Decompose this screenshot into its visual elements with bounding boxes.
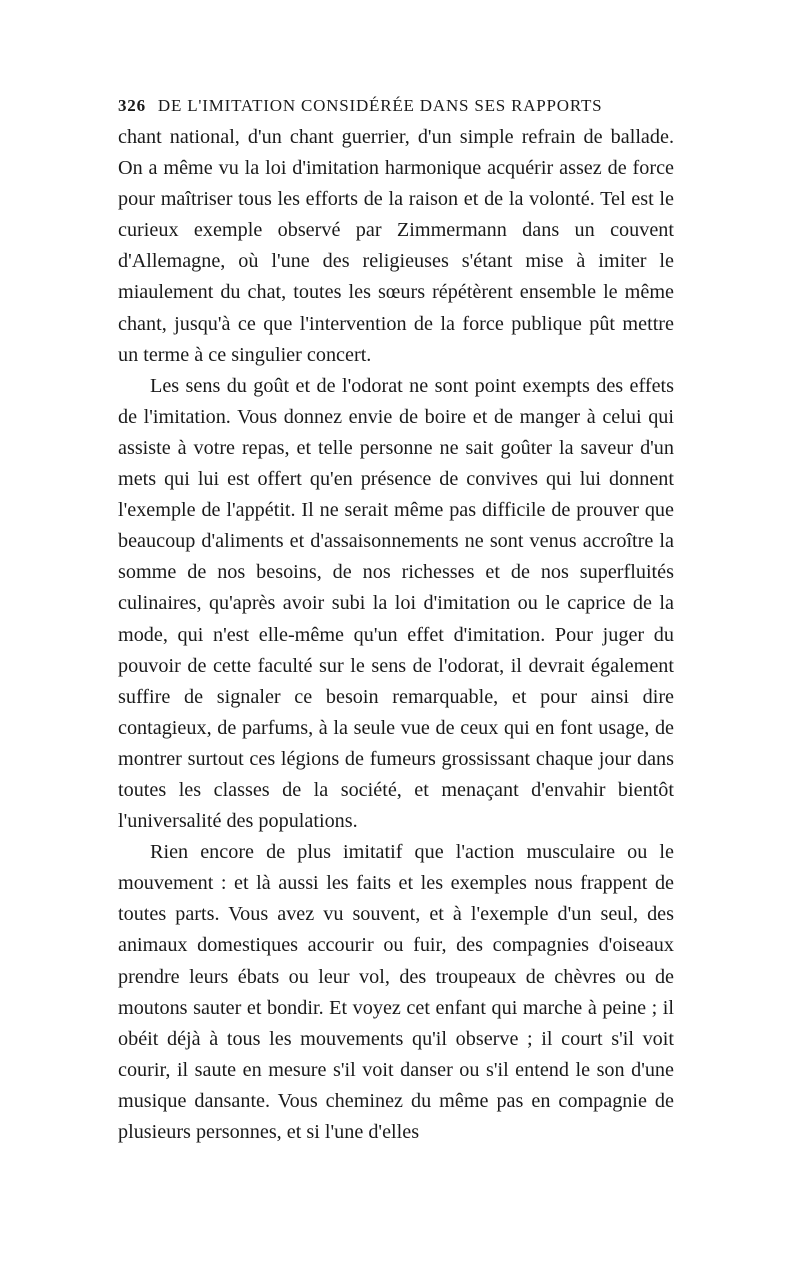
paragraph-taste-smell: Les sens du goût et de l'odorat ne sont point exempts des effets de l'imitation. Vous donnez envie de boire et de manger à celui qui assiste à votre repas, et telle personne ne sait goûter la saveur d'un mets qui lui est offert qu'en présence de convives qui lui donnent l'exemple de l'appétit. Il ne serait même pas difficile de prouver que beaucoup d'aliments et d'assaisonnements ne sont venus accroître la somme de nos besoins, de nos richesses et de nos superfluités culinaires, qu'après avoir subi la loi d'imitation ou le caprice de la mode, qui n'est elle-même qu'un effet d'imitation. Pour juger du pouvoir de cette faculté sur le sens de l'odorat, il devrait également suffire de signaler ce besoin remarquable, et pour ainsi dire contagieux, de parfums, à la seule vue de ceux qui en font usage, de montrer surtout ces légions de fumeurs grossissant chaque jour dans toutes les classes de la société, et menaçant d'envahir bientôt l'universalité des populations. — [118, 374, 674, 833]
running-title: DE L'IMITATION CONSIDÉRÉE DANS SES RAPPORTS — [157, 96, 603, 115]
page-number: 326 — [118, 96, 146, 115]
running-header — [118, 94, 674, 118]
paragraph-continuation: chant national, d'un chant guerrier, d'un simple refrain de ballade. On a même vu la loi d'imitation harmonique acquérir assez de force pour maîtriser tous les efforts de la raison et de la volonté. Tel est le curieux exemple observé par Zimmermann dans un couvent d'Allemagne, où l'une des religieuses s'étant mise à imiter le miaulement du chat, toutes les sœurs répétèrent ensemble le même chant, jusqu'à ce que l'intervention de la force publique pût mettre un terme à ce singulier concert. — [118, 126, 674, 366]
body-text — [118, 122, 674, 1148]
book-page — [118, 94, 674, 1148]
paragraph-muscular-action: Rien encore de plus imitatif que l'action musculaire ou le mouvement : et là aussi les faits et les exemples nous frappent de toutes parts. Vous avez vu souvent, et à l'exemple d'un seul, des animaux domestiques accourir ou fuir, des compagnies d'oiseaux prendre leurs ébats ou leur vol, des troupeaux de chèvres ou de moutons sauter et bondir. Et voyez cet enfant qui marche à peine ; il obéit déjà à tous les mouvements qu'il observe ; il court s'il voit courir, il saute en mesure s'il voit danser ou s'il entend le son d'une musique dansante. Vous cheminez du même pas en compagnie de plusieurs personnes, et si l'une d'elles — [118, 841, 674, 1143]
